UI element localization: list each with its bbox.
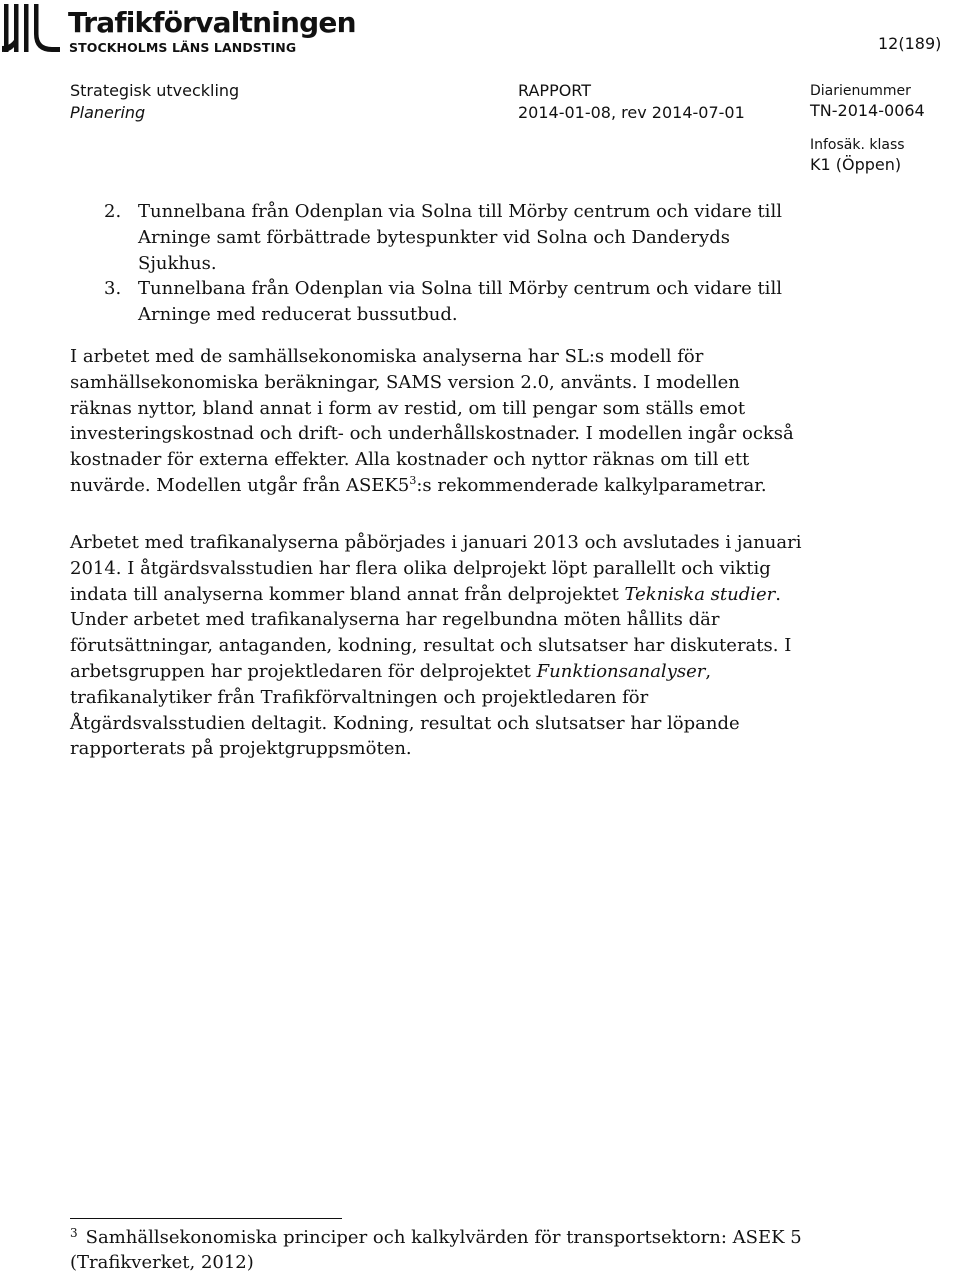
- info-class-value: K1 (Öppen): [810, 155, 902, 174]
- page-number: 12(189): [878, 34, 942, 53]
- text-line: trafikanalytiker från Trafikförvaltningen och projektledaren för: [70, 686, 649, 708]
- list-item: [104, 199, 782, 276]
- text-line: investeringskostnad och drift- och underhållskostnader. I modellen ingår också: [70, 423, 794, 445]
- text-line: förutsättningar, antaganden, kodning, resultat och slutsatser har diskuterats. I: [70, 635, 792, 657]
- list-item-number: 2.: [104, 201, 122, 222]
- text-segment: arbetsgruppen har projektledaren för delprojektet: [70, 660, 537, 682]
- footnote-divider: [70, 1218, 342, 1219]
- text-segment: ,: [705, 660, 712, 682]
- project-name-emphasis: Tekniska studier: [624, 583, 776, 605]
- diary-number-label: Diarienummer: [810, 83, 911, 99]
- text-line: samhällsekonomiska beräkningar, SAMS version 2.0, använts. I modellen: [70, 371, 740, 393]
- text-line: rapporterats på projektgruppsmöten.: [70, 738, 412, 760]
- footnote-line: [70, 1226, 802, 1251]
- text-segment: :s rekommenderade kalkylparametrar.: [416, 474, 767, 496]
- footnote-text: Samhällsekonomiska principer och kalkylvärden för transportsektorn: ASEK 5: [85, 1227, 802, 1248]
- text-line: [70, 582, 801, 608]
- logo-name: Trafikförvaltningen: [68, 6, 356, 39]
- list-item-text: [138, 276, 782, 328]
- report-type: RAPPORT: [518, 81, 592, 100]
- paragraph-sams-model: [70, 344, 794, 501]
- text-line: räknas nyttor, bland annat i form av restid, om till pengar som ställs emot: [70, 397, 746, 419]
- project-name-emphasis: Funktionsanalyser: [536, 660, 706, 682]
- department: Strategisk utveckling: [70, 81, 240, 100]
- footnote-reference[interactable]: 3: [409, 473, 417, 487]
- paragraph-traffic-analyses: [70, 530, 801, 762]
- text-line: Tunnelbana från Odenplan via Solna till Mörby centrum och vidare till: [138, 201, 782, 222]
- text-line: Under arbetet med trafikanalyserna har regelbundna möten hållits där: [70, 609, 720, 631]
- unit: Planering: [70, 103, 146, 122]
- report-date: 2014-01-08, rev 2014-07-01: [518, 103, 745, 122]
- text-line: I arbetet med de samhällsekonomiska analyserna har SL:s modell för: [70, 346, 704, 367]
- organization-logo: [2, 4, 356, 55]
- footnote: [70, 1226, 802, 1275]
- text-line: Arninge samt förbättrade bytespunkter vid Solna och Danderyds: [138, 226, 730, 248]
- text-line: Arbetet med trafikanalyserna påbörjades i januari 2013 och avslutades i januari: [70, 532, 802, 553]
- text-segment: .: [775, 583, 781, 605]
- list-item: [104, 276, 782, 328]
- text-line: kostnader för externa effekter. Alla kostnader och nyttor räknas om till ett: [70, 449, 750, 471]
- info-class-label: Infosäk. klass: [810, 137, 905, 153]
- text-line: 2014. I åtgärdsvalsstudien har flera olika delprojekt löpt parallellt och viktig: [70, 557, 771, 579]
- footnote-number: 3: [70, 1226, 78, 1240]
- list-item-text: [138, 199, 782, 276]
- logo-mark-icon: [2, 4, 62, 54]
- numbered-list: [104, 199, 782, 328]
- logo-subtitle: STOCKHOLMS LÄNS LANDSTING: [69, 40, 297, 55]
- text-line: Arninge med reducerat bussutbud.: [138, 304, 458, 326]
- diary-number: TN-2014-0064: [810, 101, 925, 120]
- footnote-line: (Trafikverket, 2012): [70, 1252, 254, 1273]
- text-line: Tunnelbana från Odenplan via Solna till Mörby centrum och vidare till: [138, 278, 782, 300]
- text-line: Åtgärdsvalsstudien deltagit. Kodning, resultat och slutsatser har löpande: [70, 712, 740, 734]
- text-line: [70, 659, 801, 685]
- text-line: [70, 473, 794, 501]
- text-segment: nuvärde. Modellen utgår från ASEK5: [70, 474, 410, 496]
- text-segment: indata till analyserna kommer bland annat från delprojektet: [70, 583, 625, 605]
- list-item-number: 3.: [104, 278, 122, 300]
- text-line: Sjukhus.: [138, 252, 217, 274]
